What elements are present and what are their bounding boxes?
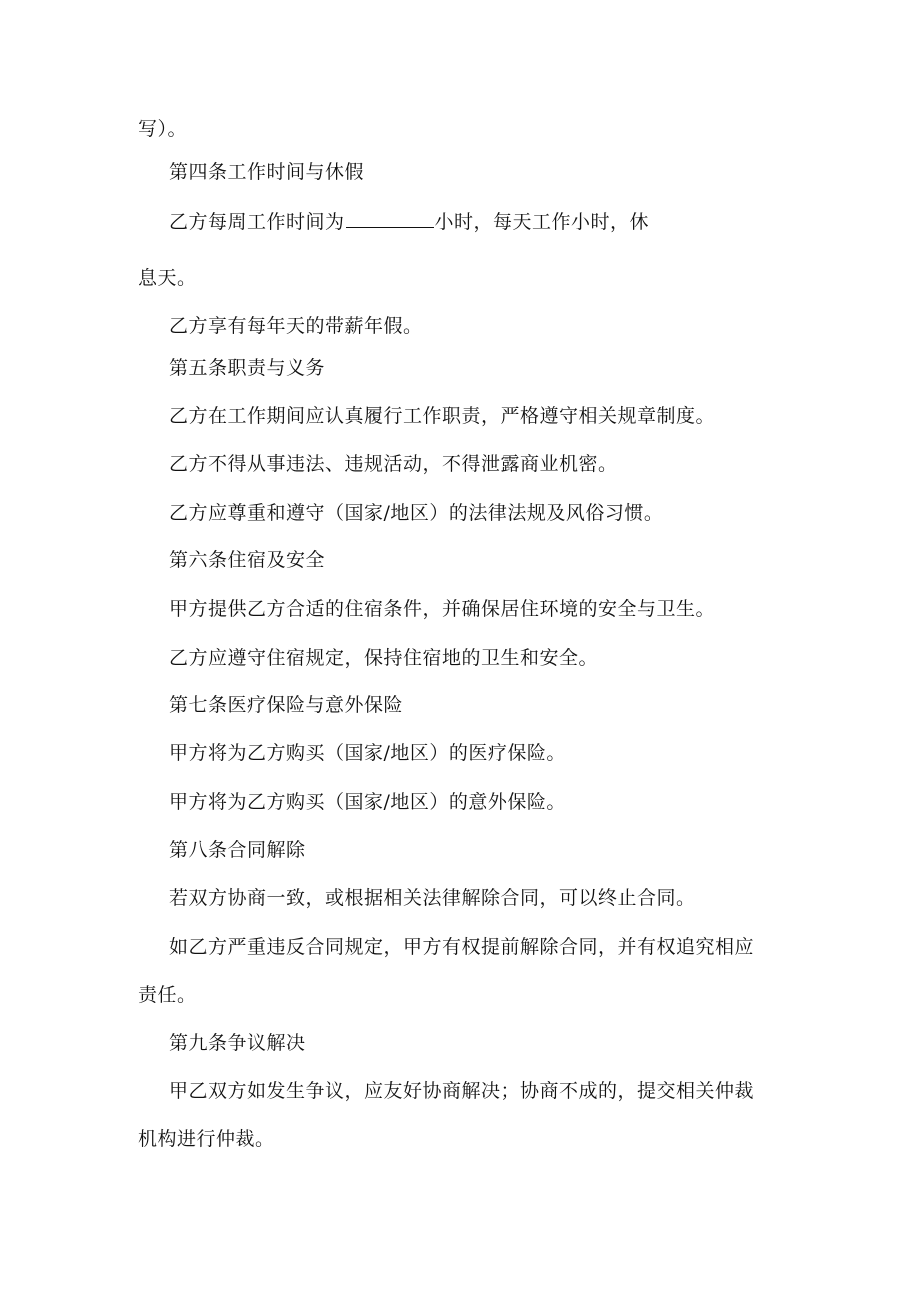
weekly-hours-blank: [346, 209, 434, 228]
annual-leave-clause: 乙方享有每年天的带薪年假。: [169, 315, 423, 337]
rest-days-line: 息天。: [138, 267, 197, 289]
article-6-heading: 第六条住宿及安全: [169, 549, 326, 571]
article-9-heading: 第九条争议解决: [169, 1032, 306, 1054]
insurance-clause-1: 甲方将为乙方购买（国家/地区）的医疗保险。: [169, 742, 566, 764]
article-8-heading: 第八条合同解除: [169, 839, 306, 861]
dispute-clause-continuation: 机构进行仲裁。: [138, 1128, 275, 1150]
article-5-heading: 第五条职责与义务: [169, 357, 326, 379]
paragraph-continuation: 写）。: [138, 118, 188, 140]
dispute-clause: 甲乙双方如发生争议，应友好协商解决；协商不成的，提交相关仲裁: [169, 1080, 755, 1102]
article-4-heading: 第四条工作时间与休假: [169, 161, 365, 183]
termination-clause-2-continuation: 责任。: [138, 984, 197, 1006]
article-7-heading: 第七条医疗保险与意外保险: [169, 694, 404, 716]
work-hours-text-start: 乙方每周工作时间为: [169, 211, 345, 233]
termination-clause-2: 如乙方严重违反合同规定，甲方有权提前解除合同，并有权追究相应: [169, 936, 755, 958]
insurance-clause-2: 甲方将为乙方购买（国家/地区）的意外保险。: [169, 791, 566, 813]
duty-clause-2: 乙方不得从事违法、违规活动，不得泄露商业机密。: [169, 453, 618, 475]
housing-clause-1: 甲方提供乙方合适的住宿条件，并确保居住环境的安全与卫生。: [169, 598, 716, 620]
duty-clause-1: 乙方在工作期间应认真履行工作职责，严格遵守相关规章制度。: [169, 405, 716, 427]
work-hours-text-end: 小时，每天工作小时，休: [434, 211, 650, 233]
duty-clause-3: 乙方应尊重和遵守（国家/地区）的法律法规及风俗习惯。: [169, 502, 664, 524]
work-hours-clause: [169, 209, 649, 234]
housing-clause-2: 乙方应遵守住宿规定，保持住宿地的卫生和安全。: [169, 647, 599, 669]
termination-clause-1: 若双方协商一致，或根据相关法律解除合同，可以终止合同。: [169, 887, 696, 909]
